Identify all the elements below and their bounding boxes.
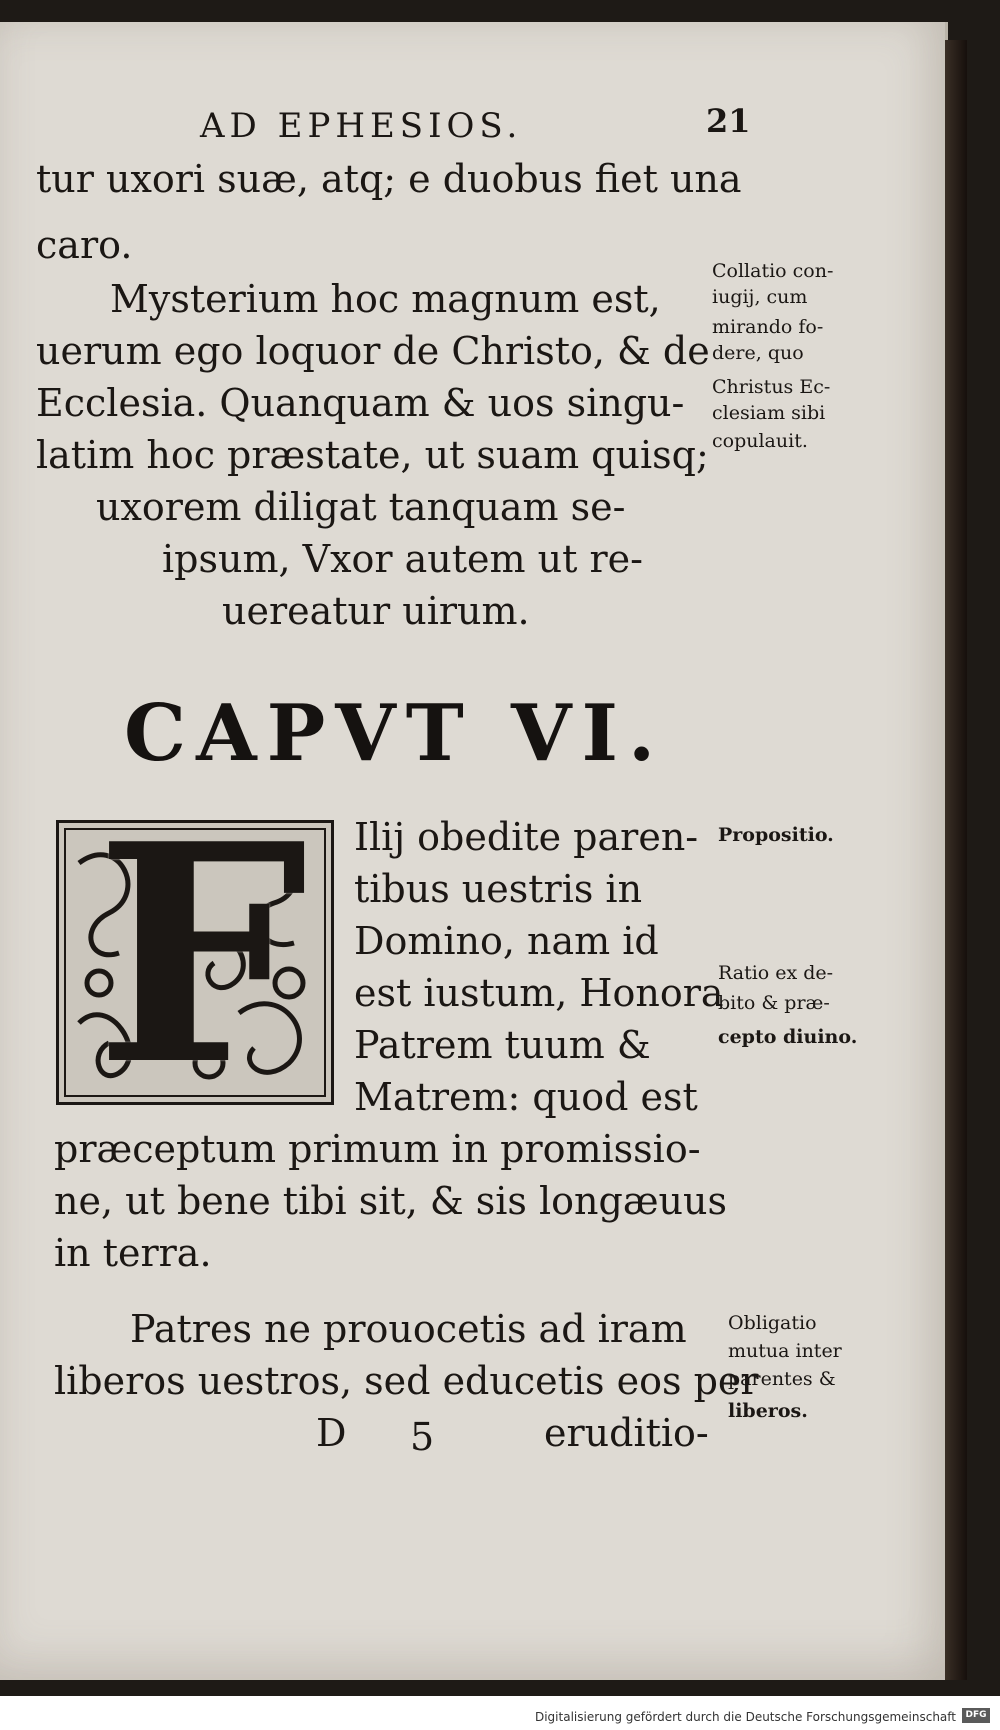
text-line: Patrem tuum & xyxy=(354,1023,651,1067)
margin-note-line: parentes & xyxy=(728,1368,836,1390)
text-line: ne, ut bene tibi sit, & sis longæuus xyxy=(54,1179,727,1223)
text-line: ipsum, Vxor autem ut re- xyxy=(162,537,643,581)
margin-note-line: clesiam sibi xyxy=(712,402,826,424)
margin-note-line: mirando fo- xyxy=(712,316,824,338)
text-line: uxorem diligat tanquam se- xyxy=(96,485,626,529)
margin-note-line: cepto diuino. xyxy=(718,1026,858,1048)
signature-number: 5 xyxy=(410,1415,435,1459)
text-line: Ilij obedite paren- xyxy=(354,815,699,859)
page-number: 21 xyxy=(706,102,751,140)
decorated-initial xyxy=(56,778,334,1131)
text-line: latim hoc præstate, ut suam quisq; xyxy=(36,433,709,477)
running-header: AD EPHESIOS. xyxy=(200,106,523,146)
text-line: tur uxori suæ, atq; e duobus fiet una xyxy=(36,157,742,201)
text-line: Ecclesia. Quanquam & uos singu- xyxy=(36,381,685,425)
margin-note-line: bito & præ- xyxy=(718,992,830,1014)
text-line: Patres ne prouocetis ad iram xyxy=(130,1307,687,1351)
text-line: est iustum, Honora xyxy=(354,971,724,1015)
margin-note-line: Collatio con- xyxy=(712,260,834,282)
initial-letter: F xyxy=(95,778,308,1131)
margin-note-line: Christus Ec- xyxy=(712,376,831,398)
margin-note-line: dere, quo xyxy=(712,342,804,364)
margin-note-line: liberos. xyxy=(728,1400,808,1422)
chapter-heading: CAPVT VI. xyxy=(124,688,666,779)
margin-note-line: Propositio. xyxy=(718,824,834,846)
text-line: Matrem: quod est xyxy=(354,1075,698,1119)
dfg-logo: DFG xyxy=(962,1708,990,1723)
footer-credit: Digitalisierung gefördert durch die Deutsche Forschungsgemeinschaft xyxy=(534,1710,956,1724)
text-line: Mysterium hoc magnum est, xyxy=(110,277,661,321)
text-line: uereatur uirum. xyxy=(222,589,530,633)
book-edge xyxy=(945,40,967,1680)
margin-note-line: Obligatio xyxy=(728,1312,817,1334)
margin-note-line: copulauit. xyxy=(712,430,808,452)
text-line: liberos uestros, sed educetis eos per xyxy=(54,1359,759,1403)
text-line: tibus uestris in xyxy=(354,867,643,911)
text-line: Domino, nam id xyxy=(354,919,659,963)
margin-note-line: Ratio ex de- xyxy=(718,962,834,984)
signature-mark: D xyxy=(316,1411,347,1455)
text-line: caro. xyxy=(36,223,133,267)
margin-note-line: iugij, cum xyxy=(712,286,808,308)
text-line: præceptum primum in promissio- xyxy=(54,1127,701,1171)
text-line: uerum ego loquor de Christo, & de xyxy=(36,329,710,373)
margin-note-line: mutua inter xyxy=(728,1340,842,1362)
catchword: eruditio- xyxy=(544,1411,709,1455)
text-line: in terra. xyxy=(54,1231,212,1275)
